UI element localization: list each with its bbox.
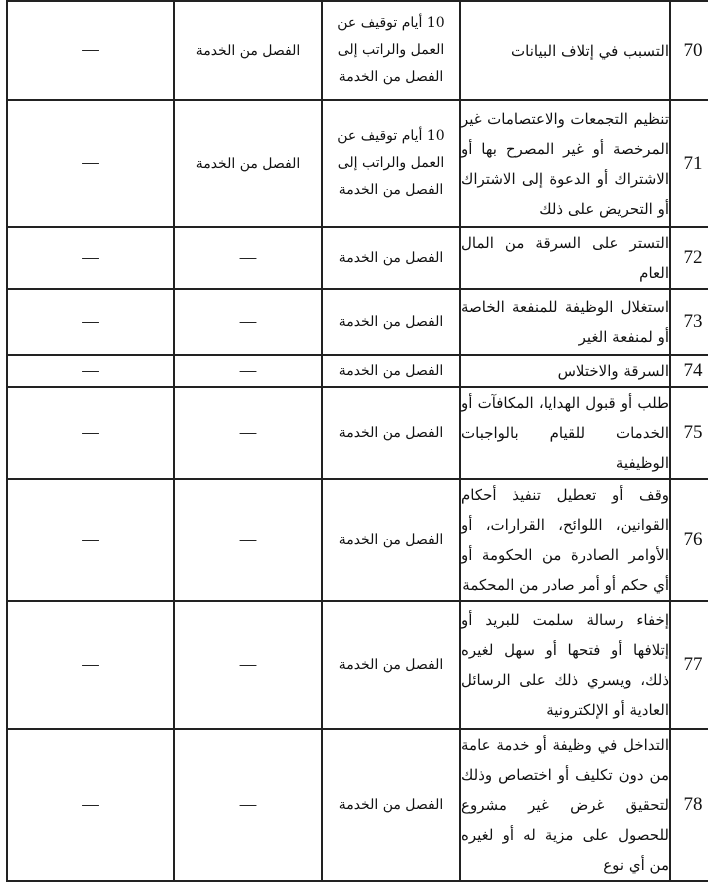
- second-penalty: [174, 729, 322, 881]
- table-row: [7, 100, 708, 227]
- second-penalty-value: ——: [239, 425, 257, 442]
- row-number: 76: [670, 479, 708, 601]
- third-penalty-value: ——: [82, 425, 99, 442]
- violation-description: تنظيم التجمعات والاعتصامات غير المرخصة أو غير المصرح بها أو الاشتراك أو الدعوة إلى الاشتراك أو التحريض على ذلك: [460, 100, 670, 227]
- second-penalty: [174, 387, 322, 479]
- third-penalty-value: ——: [82, 250, 99, 267]
- first-penalty: 10 أيام توقيف عن العمل والراتب إلى الفصل من الخدمة: [322, 100, 460, 227]
- row-number: 71: [670, 100, 708, 227]
- row-number: 78: [670, 729, 708, 881]
- first-penalty: الفصل من الخدمة: [322, 729, 460, 881]
- third-penalty: [7, 387, 174, 479]
- third-penalty: [7, 289, 174, 355]
- second-penalty-value: ——: [239, 314, 257, 331]
- violation-description: وقف أو تعطيل تنفيذ أحكام القوانين، اللوائح، القرارات، أو الأوامر الصادرة من الحكومة أو أي حكم أو أمر صادر من المحكمة: [460, 479, 670, 601]
- violation-description: السرقة والاختلاس: [460, 355, 670, 387]
- third-penalty: [7, 100, 174, 227]
- row-number: 77: [670, 601, 708, 729]
- first-penalty: الفصل من الخدمة: [322, 387, 460, 479]
- second-penalty: الفصل من الخدمة: [174, 1, 322, 100]
- third-penalty: [7, 227, 174, 289]
- second-penalty: [174, 479, 322, 601]
- table-row: [7, 601, 708, 729]
- third-penalty: [7, 1, 174, 100]
- second-penalty: [174, 601, 322, 729]
- second-penalty: [174, 355, 322, 387]
- third-penalty-value: ——: [82, 363, 99, 380]
- first-penalty: الفصل من الخدمة: [322, 227, 460, 289]
- first-penalty: 10 أيام توقيف عن العمل والراتب إلى الفصل من الخدمة: [322, 1, 460, 100]
- second-penalty-value: ——: [239, 657, 257, 674]
- violation-description: إخفاء رسالة سلمت للبريد أو إتلافها أو فتحها أو سهل لغيره ذلك، ويسري ذلك على الرسائل العادية أو الإلكترونية: [460, 601, 670, 729]
- third-penalty: [7, 355, 174, 387]
- table-row: [7, 289, 708, 355]
- table-row: [7, 1, 708, 100]
- third-penalty-value: ——: [82, 43, 99, 59]
- row-number: 74: [670, 355, 708, 387]
- violation-description: التستر على السرقة من المال العام: [460, 227, 670, 289]
- third-penalty-value: ——: [82, 657, 99, 674]
- third-penalty-value: ——: [82, 314, 99, 331]
- first-penalty: الفصل من الخدمة: [322, 601, 460, 729]
- table-row: [7, 227, 708, 289]
- table-row: [7, 729, 708, 881]
- row-number: 72: [670, 227, 708, 289]
- second-penalty: [174, 227, 322, 289]
- row-number: 73: [670, 289, 708, 355]
- third-penalty: [7, 479, 174, 601]
- table-row: [7, 355, 708, 387]
- first-penalty: الفصل من الخدمة: [322, 479, 460, 601]
- second-penalty: الفصل من الخدمة: [174, 100, 322, 227]
- violation-description: التداخل في وظيفة أو خدمة عامة من دون تكليف أو اختصاص وذلك لتحقيق غرض غير مشروع للحصول على مزية له أو لغيره من أي نوع: [460, 729, 670, 881]
- row-number: 70: [670, 1, 708, 100]
- third-penalty-value: ——: [82, 156, 99, 172]
- violation-description: طلب أو قبول الهدايا، المكافآت أو الخدمات للقيام بالواجبات الوظيفية: [460, 387, 670, 479]
- second-penalty-value: ——: [239, 797, 257, 814]
- second-penalty-value: ——: [239, 250, 257, 267]
- third-penalty-value: ——: [82, 532, 99, 549]
- violation-description: استغلال الوظيفة للمنفعة الخاصة أو لمنفعة الغير: [460, 289, 670, 355]
- second-penalty-value: ——: [239, 532, 257, 549]
- first-penalty: الفصل من الخدمة: [322, 289, 460, 355]
- row-number: 75: [670, 387, 708, 479]
- violation-description: التسبب في إتلاف البيانات: [460, 1, 670, 100]
- table-row: [7, 479, 708, 601]
- violations-table: [6, 0, 708, 882]
- table-row: [7, 387, 708, 479]
- third-penalty: [7, 601, 174, 729]
- second-penalty-value: ——: [239, 363, 257, 380]
- third-penalty-value: ——: [82, 797, 99, 814]
- second-penalty: [174, 289, 322, 355]
- third-penalty: [7, 729, 174, 881]
- first-penalty: الفصل من الخدمة: [322, 355, 460, 387]
